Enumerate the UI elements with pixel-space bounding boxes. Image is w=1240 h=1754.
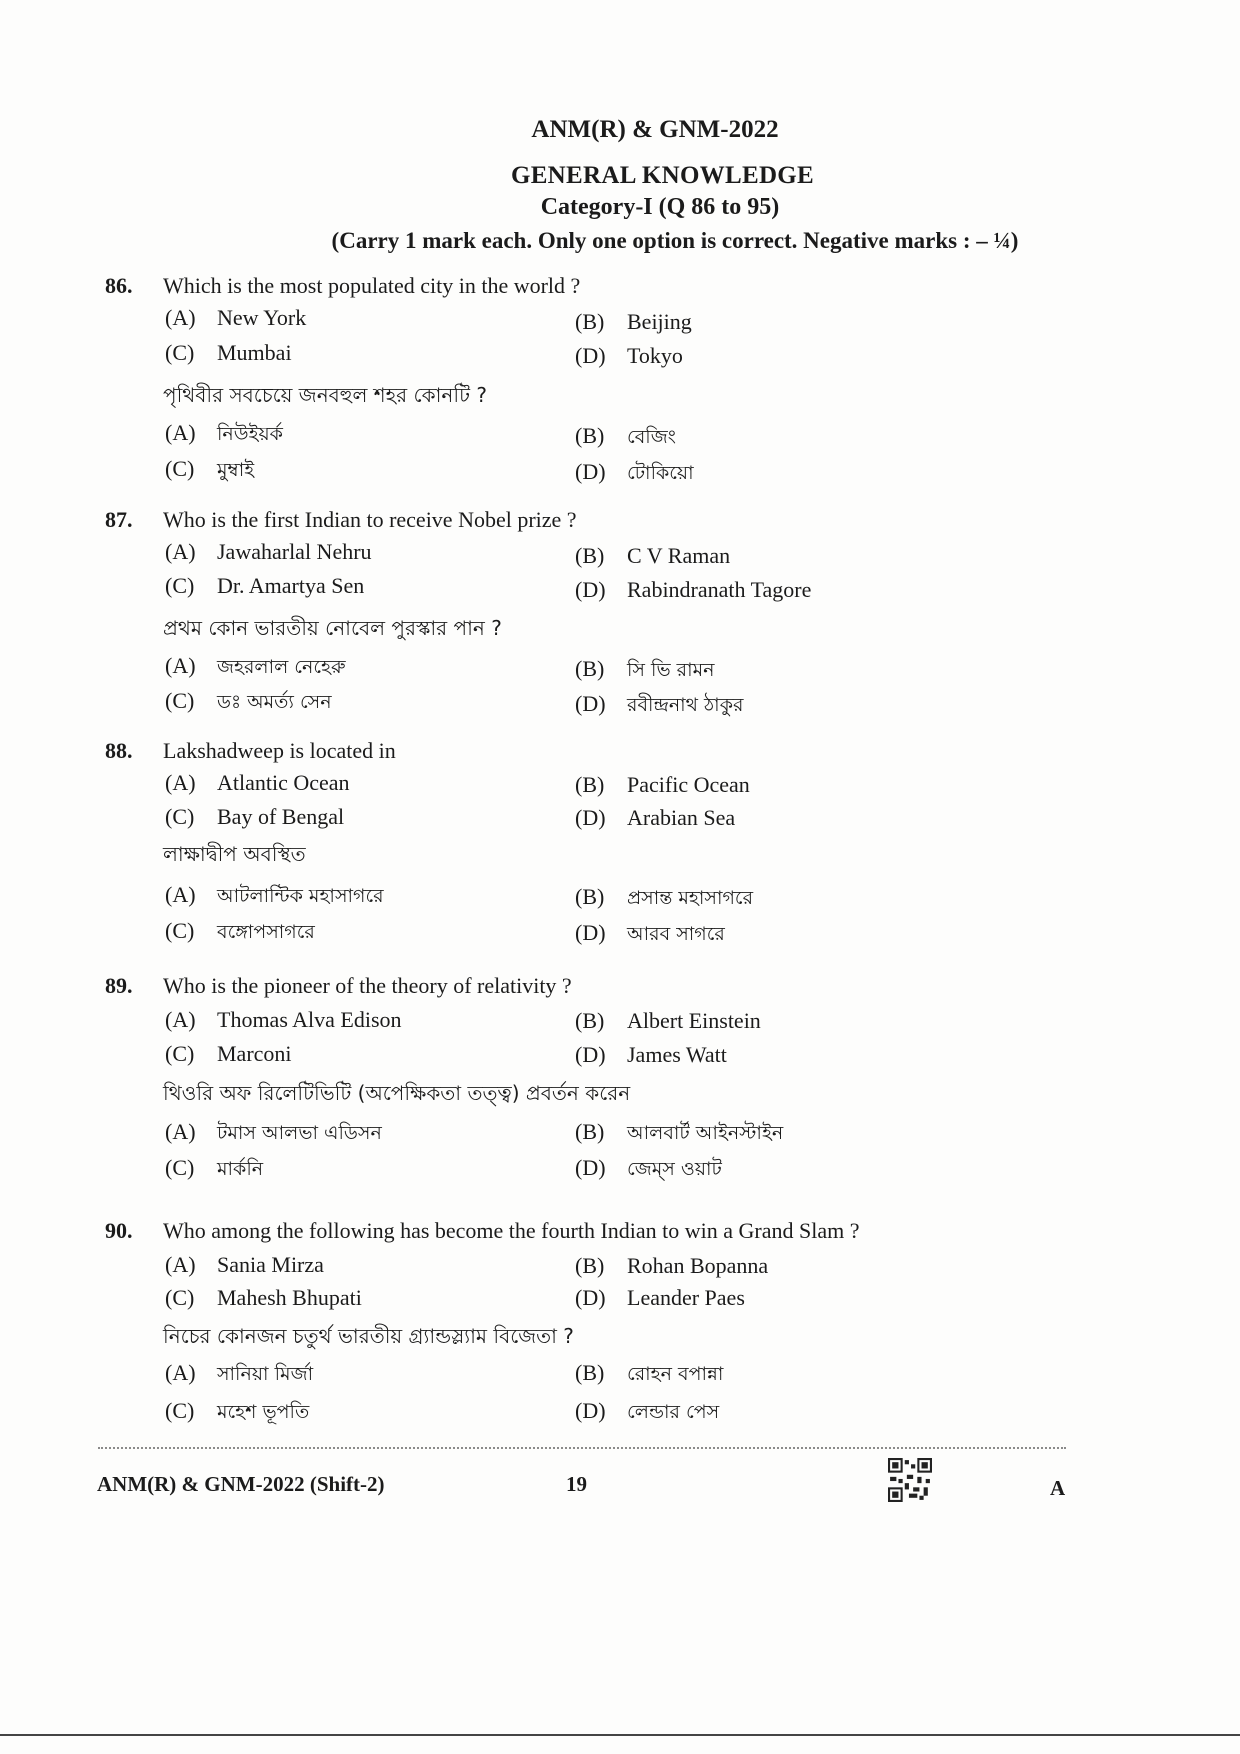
question-88 — [105, 738, 1105, 948]
option-a-bn — [165, 653, 346, 685]
option-text: New York — [217, 305, 307, 330]
option-b-en — [575, 1008, 761, 1034]
option-c-bn — [165, 688, 332, 720]
option-c-en — [165, 573, 364, 599]
option-text: লেন্ডার পেস — [627, 1401, 720, 1423]
option-c-en — [165, 1285, 362, 1311]
option-label: (B) — [575, 884, 605, 909]
option-c-en — [165, 804, 344, 830]
option-text: Jawaharlal Nehru — [217, 539, 372, 564]
option-text: টমাস আলভা এডিসন — [217, 1122, 382, 1144]
footer-divider — [98, 1447, 1066, 1449]
question-text-bn: থিওরি অফ রিলেটিভিটি (অপেক্ষিকতা তত্ত্ব) প্রবর্তন করেন — [163, 1081, 631, 1105]
option-label: (A) — [165, 539, 196, 564]
question-text-bn: লাক্ষাদ্বীপ অবস্থিত — [163, 842, 306, 866]
option-c-bn — [165, 918, 315, 950]
option-c-bn — [165, 456, 254, 488]
question-number: 88. — [105, 738, 133, 763]
option-b-bn — [575, 1360, 723, 1392]
option-text: আরব সাগরে — [627, 923, 725, 945]
option-text: Albert Einstein — [627, 1008, 761, 1033]
option-d-en — [575, 1042, 727, 1068]
option-text: James Watt — [627, 1042, 727, 1067]
option-b-bn — [575, 884, 753, 916]
option-a-en — [165, 539, 372, 565]
option-text: জহরলাল নেহেরু — [217, 656, 346, 678]
option-label: (A) — [165, 420, 196, 445]
option-label: (A) — [165, 653, 196, 678]
option-text: Beijing — [627, 309, 692, 334]
option-b-en — [575, 309, 692, 335]
option-label: (A) — [165, 1252, 196, 1277]
option-text: আটলান্টিক মহাসাগরে — [217, 885, 384, 907]
option-label: (C) — [165, 1155, 195, 1180]
question-number: 87. — [105, 507, 133, 532]
question-87 — [105, 507, 1105, 717]
option-text: C V Raman — [627, 543, 731, 568]
marking-instructions: (Carry 1 mark each. Only one option is correct. Negative marks : – ¼) — [331, 228, 1019, 253]
category-title: Category-I (Q 86 to 95) — [540, 194, 780, 220]
option-label: (A) — [165, 882, 196, 907]
option-b-bn — [575, 656, 715, 688]
page-bottom-edge — [0, 1734, 1240, 1736]
question-text-en: Lakshadweep is located in — [163, 738, 396, 763]
option-label: (C) — [165, 1398, 195, 1423]
option-d-en — [575, 1285, 745, 1311]
option-label: (D) — [575, 1398, 606, 1423]
option-text: সি ভি রামন — [627, 659, 715, 681]
option-d-bn — [575, 1155, 722, 1187]
option-label: (C) — [165, 573, 195, 598]
option-text: বঙ্গোপসাগরে — [217, 921, 315, 943]
qr-code-icon — [888, 1458, 932, 1502]
question-86 — [105, 273, 1105, 483]
option-label: (D) — [575, 691, 606, 716]
option-text: মুম্বাই — [217, 459, 255, 481]
option-label: (A) — [165, 1119, 196, 1144]
option-label: (C) — [165, 918, 195, 943]
question-text-bn: নিচের কোনজন চতুর্থ ভারতীয় গ্র্যান্ডস্ল্যাম বিজেতা ? — [163, 1324, 574, 1348]
option-label: (B) — [575, 1008, 605, 1033]
option-text: বেজিং — [627, 426, 676, 448]
option-text: Mumbai — [217, 340, 292, 365]
option-label: (A) — [165, 770, 196, 795]
option-label: (B) — [575, 423, 605, 448]
option-text: Dr. Amartya Sen — [217, 573, 365, 598]
option-a-bn — [165, 882, 384, 914]
option-label: (D) — [575, 920, 606, 945]
option-text: Arabian Sea — [627, 805, 736, 830]
option-a-en — [165, 1007, 402, 1033]
question-text-en: Who is the first Indian to receive Nobel prize ? — [163, 507, 577, 532]
question-89 — [105, 973, 1105, 1183]
option-label: (D) — [575, 1285, 606, 1310]
option-text: Bay of Bengal — [217, 804, 345, 829]
option-text: প্রসান্ত মহাসাগরে — [627, 887, 754, 909]
option-text: Thomas Alva Edison — [217, 1007, 402, 1032]
option-label: (C) — [165, 340, 195, 365]
option-d-bn — [575, 1398, 719, 1430]
option-text: Rabindranath Tagore — [627, 577, 812, 602]
option-a-en — [165, 1252, 324, 1278]
question-text-bn: প্রথম কোন ভারতীয় নোবেল পুরস্কার পান ? — [163, 616, 502, 640]
question-number: 86. — [105, 273, 133, 298]
subject-title: GENERAL KNOWLEDGE — [510, 162, 815, 189]
option-text: মহেশ ভূপতি — [217, 1401, 310, 1423]
option-c-en — [165, 1041, 292, 1067]
option-label: (A) — [165, 1360, 196, 1385]
option-label: (D) — [575, 1042, 606, 1067]
option-label: (D) — [575, 577, 606, 602]
option-label: (C) — [165, 1285, 195, 1310]
option-text: মার্কনি — [217, 1158, 264, 1180]
option-label: (D) — [575, 1155, 606, 1180]
option-text: Mahesh Bhupati — [217, 1285, 362, 1310]
option-a-en — [165, 305, 306, 331]
question-number: 90. — [105, 1218, 133, 1243]
option-label: (C) — [165, 688, 195, 713]
question-text-en: Which is the most populated city in the world ? — [163, 273, 581, 298]
option-text: Rohan Bopanna — [627, 1253, 769, 1278]
option-text: সানিয়া মির্জা — [217, 1363, 314, 1385]
option-c-en — [165, 340, 292, 366]
option-label: (B) — [575, 309, 605, 334]
option-label: (D) — [575, 459, 606, 484]
option-a-en — [165, 770, 350, 796]
page-number: 19 — [566, 1472, 587, 1496]
option-label: (C) — [165, 456, 195, 481]
option-text: রোহন বপান্না — [627, 1363, 724, 1385]
option-label: (D) — [575, 805, 606, 830]
option-a-bn — [165, 1360, 313, 1392]
footer-exam-code: ANM(R) & GNM-2022 (Shift-2) — [97, 1472, 385, 1496]
option-label: (B) — [575, 1253, 605, 1278]
option-b-bn — [575, 1119, 783, 1151]
option-b-en — [575, 1253, 768, 1279]
option-text: রবীন্দ্রনাথ ঠাকুর — [627, 694, 744, 716]
option-label: (C) — [165, 1041, 195, 1066]
option-label: (C) — [165, 804, 195, 829]
option-text: Pacific Ocean — [627, 772, 750, 797]
option-text: Leander Paes — [627, 1285, 745, 1310]
option-text: Marconi — [217, 1041, 292, 1066]
option-label: (D) — [575, 343, 606, 368]
option-label: (B) — [575, 543, 605, 568]
question-set-code: A — [1050, 1476, 1066, 1500]
option-label: (B) — [575, 1360, 605, 1385]
option-c-bn — [165, 1155, 263, 1187]
option-label: (A) — [165, 305, 196, 330]
option-d-en — [575, 343, 683, 369]
option-text: Tokyo — [627, 343, 683, 368]
option-a-bn — [165, 1119, 382, 1151]
question-90 — [105, 1218, 1105, 1428]
option-label: (A) — [165, 1007, 196, 1032]
option-text: Sania Mirza — [217, 1252, 324, 1277]
option-c-bn — [165, 1398, 309, 1430]
option-d-en — [575, 577, 811, 603]
exam-title: ANM(R) & GNM-2022 — [531, 116, 779, 143]
option-d-en — [575, 805, 735, 831]
option-b-bn — [575, 423, 676, 455]
option-text: আলবার্ট আইনস্টাইন — [627, 1122, 784, 1144]
option-b-en — [575, 543, 730, 569]
question-text-bn: পৃথিবীর সবচেয়ে জনবহুল শহর কোনটি ? — [163, 383, 487, 407]
option-b-en — [575, 772, 750, 798]
option-d-bn — [575, 691, 743, 723]
option-label: (B) — [575, 656, 605, 681]
question-text-en: Who is the pioneer of the theory of relativity ? — [163, 973, 572, 998]
option-text: টোকিয়ো — [627, 462, 694, 484]
option-text: Atlantic Ocean — [217, 770, 350, 795]
question-text-en: Who among the following has become the fourth Indian to win a Grand Slam ? — [163, 1218, 860, 1243]
option-text: নিউইয়র্ক — [217, 423, 283, 445]
option-label: (B) — [575, 772, 605, 797]
option-label: (B) — [575, 1119, 605, 1144]
option-text: জেম্‌স ওয়াট — [627, 1158, 722, 1180]
option-text: ডঃ অমর্ত্য সেন — [217, 691, 332, 713]
question-number: 89. — [105, 973, 133, 998]
option-d-bn — [575, 459, 694, 491]
option-a-bn — [165, 420, 283, 452]
option-d-bn — [575, 920, 725, 952]
